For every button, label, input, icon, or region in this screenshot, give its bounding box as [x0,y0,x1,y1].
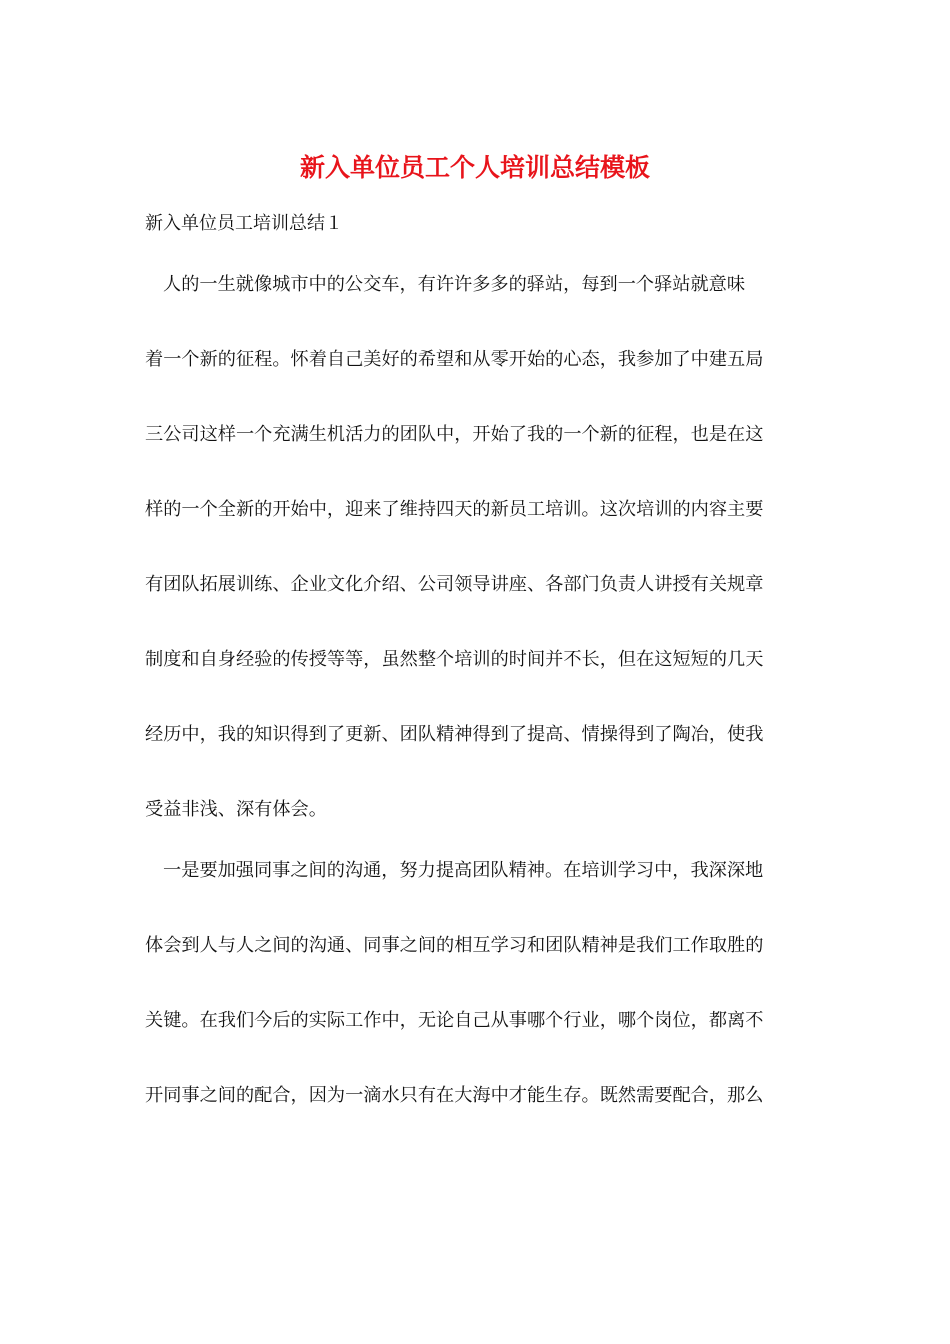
paragraph-1-line-5: 有团队拓展训练、企业文化介绍、公司领导讲座、各部门负责人讲授有关规章 [145,574,764,595]
paragraph-1-line-4: 样的一个全新的开始中，迎来了维持四天的新员工培训。这次培训的内容主要 [145,499,764,520]
document-title: 新入单位员工个人培训总结模板 [299,153,650,182]
paragraph-1-line-6: 制度和自身经验的传授等等，虽然整个培训的时间并不长，但在这短短的几天 [145,649,764,670]
paragraph-2-line-4: 开同事之间的配合，因为一滴水只有在大海中才能生存。既然需要配合，那么 [145,1085,764,1106]
paragraph-2-line-1: 一是要加强同事之间的沟通，努力提高团队精神。在培训学习中，我深深地 [163,860,764,881]
section-heading: 新入单位员工培训总结１ [145,213,343,234]
paragraph-1-line-8: 受益非浅、深有体会。 [145,799,327,820]
paragraph-2-line-3: 关键。在我们今后的实际工作中，无论自己从事哪个行业，哪个岗位，都离不 [145,1010,764,1031]
paragraph-2-line-2: 体会到人与人之间的沟通、同事之间的相互学习和团队精神是我们工作取胜的 [145,935,764,956]
paragraph-1-line-3: 三公司这样一个充满生机活力的团队中，开始了我的一个新的征程，也是在这 [145,424,764,445]
paragraph-1-line-2: 着一个新的征程。怀着自己美好的希望和从零开始的心态，我参加了中建五局 [145,349,764,370]
paragraph-1-line-1: 人的一生就像城市中的公交车，有许许多多的驿站，每到一个驿站就意味 [163,274,746,295]
paragraph-1-line-7: 经历中，我的知识得到了更新、团队精神得到了提高、情操得到了陶冶，使我 [145,724,764,745]
